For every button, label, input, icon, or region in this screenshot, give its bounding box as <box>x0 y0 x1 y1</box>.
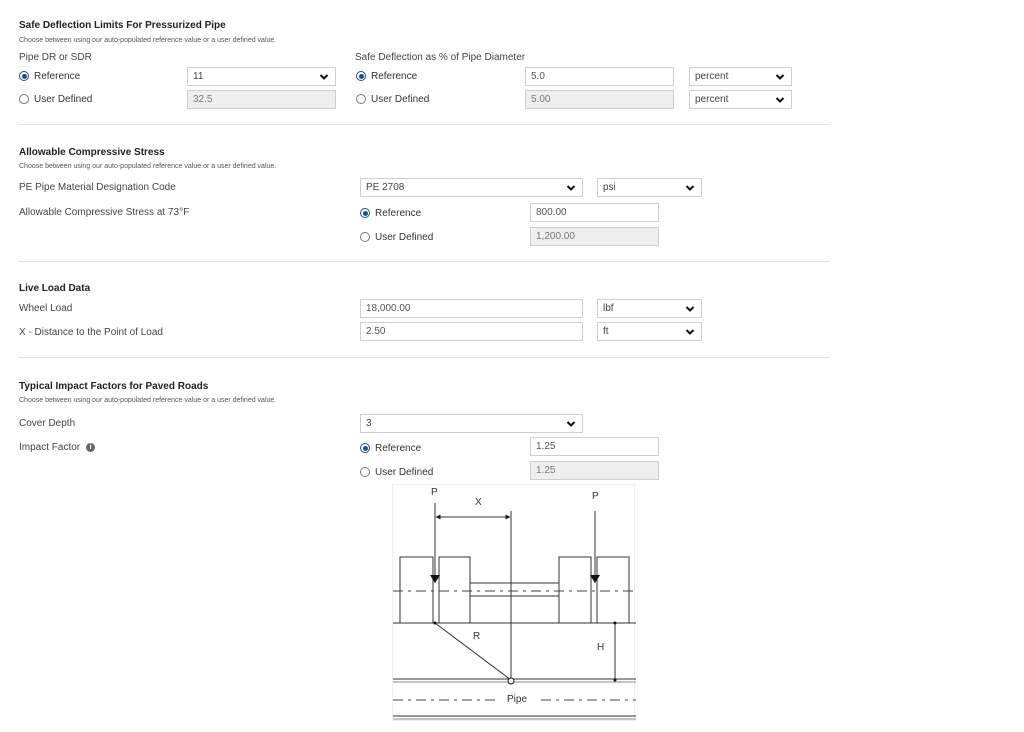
select-value: lbf <box>603 303 614 314</box>
radio-label: User Defined <box>375 231 434 243</box>
material-code-select[interactable] <box>360 178 583 197</box>
select-value: percent <box>695 71 729 82</box>
compressive-reference-radio[interactable] <box>360 206 421 220</box>
safe-deflection-reference-input[interactable]: 5.0 <box>525 67 674 86</box>
select-value: psi <box>603 182 616 193</box>
info-icon[interactable]: i <box>86 443 95 452</box>
wheel-load-unit-select[interactable] <box>597 299 702 318</box>
section-title-impact: Typical Impact Factors for Paved Roads <box>19 381 209 392</box>
impact-user-input[interactable]: 1.25 <box>530 461 659 480</box>
pipe-dr-label: Pipe DR or SDR <box>19 52 92 63</box>
chevron-down-icon <box>685 183 695 193</box>
pipe-dr-user-defined-radio[interactable] <box>19 92 92 106</box>
radio-label: Reference <box>34 70 81 82</box>
safe-deflection-user-input[interactable]: 5.00 <box>525 90 674 109</box>
cover-depth-label: Cover Depth <box>19 418 76 429</box>
wheel-load-label: Wheel Load <box>19 303 73 314</box>
select-value: percent <box>695 94 729 105</box>
safe-deflection-user-defined-radio[interactable] <box>356 92 429 106</box>
pipe-dr-select[interactable] <box>187 67 336 86</box>
select-value: PE 2708 <box>366 182 405 193</box>
material-code-label: PE Pipe Material Designation Code <box>19 182 176 193</box>
radio-label: User Defined <box>371 93 430 105</box>
wheel-load-input[interactable]: 18,000.00 <box>360 299 583 318</box>
radio-unchecked-icon <box>360 467 370 477</box>
pipe-dr-user-input[interactable]: 32.5 <box>187 90 336 109</box>
chevron-down-icon <box>685 327 695 337</box>
distance-label: X - Distance to the Point of Load <box>19 327 163 338</box>
radio-checked-icon <box>19 71 29 81</box>
chevron-down-icon <box>775 95 785 105</box>
chevron-down-icon <box>775 72 785 82</box>
impact-factor-label-row <box>19 442 95 453</box>
section-divider <box>18 357 830 358</box>
radio-label: Reference <box>375 207 422 219</box>
radio-label: User Defined <box>375 466 434 478</box>
safe-deflection-reference-unit-select[interactable] <box>689 67 792 86</box>
cover-depth-select[interactable] <box>360 414 583 433</box>
section-subtitle-deflection: Choose between using our auto-populated reference value or a user defined value. <box>19 37 277 44</box>
chevron-down-icon <box>566 183 576 193</box>
pipe-dr-reference-radio[interactable] <box>19 69 80 83</box>
distance-input[interactable]: 2.50 <box>360 322 583 341</box>
select-value: 11 <box>193 71 204 82</box>
diagram-label-r: R <box>473 631 481 642</box>
impact-factor-label: Impact Factor <box>19 442 81 453</box>
impact-reference-radio[interactable] <box>360 441 421 455</box>
wheel-load-diagram <box>392 484 635 721</box>
safe-deflection-label: Safe Deflection as % of Pipe Diameter <box>355 52 526 63</box>
section-title-live-load: Live Load Data <box>19 283 91 294</box>
safe-deflection-reference-radio[interactable] <box>356 69 417 83</box>
select-value: ft <box>603 326 609 337</box>
radio-unchecked-icon <box>356 94 366 104</box>
chevron-down-icon <box>566 419 576 429</box>
compressive-user-input[interactable]: 1,200.00 <box>530 227 659 246</box>
radio-checked-icon <box>360 208 370 218</box>
diagram-figure <box>393 485 636 722</box>
impact-reference-input[interactable]: 1.25 <box>530 437 659 456</box>
radio-label: User Defined <box>34 93 93 105</box>
section-divider <box>18 124 830 125</box>
section-divider <box>18 261 830 262</box>
diagram-label-p-right: P <box>592 491 599 502</box>
distance-unit-select[interactable] <box>597 322 702 341</box>
chevron-down-icon <box>685 304 695 314</box>
diagram-label-h: H <box>597 642 605 653</box>
radio-checked-icon <box>356 71 366 81</box>
radio-label: Reference <box>375 442 422 454</box>
diagram-label-x: X <box>475 497 482 508</box>
compressive-reference-input[interactable]: 800.00 <box>530 203 659 222</box>
radio-unchecked-icon <box>360 232 370 242</box>
section-subtitle-impact: Choose between using our auto-populated reference value or a user defined value. <box>19 397 277 404</box>
chevron-down-icon <box>319 72 329 82</box>
select-value: 3 <box>366 418 372 429</box>
compressive-stress-label: Allowable Compressive Stress at 73°F <box>19 207 190 218</box>
radio-label: Reference <box>371 70 418 82</box>
diagram-label-p-left: P <box>431 487 438 498</box>
diagram-label-pipe: Pipe <box>507 694 528 705</box>
radio-checked-icon <box>360 443 370 453</box>
section-title-deflection: Safe Deflection Limits For Pressurized Pipe <box>19 20 226 31</box>
section-subtitle-compressive: Choose between using our auto-populated reference value or a user defined value. <box>19 163 277 170</box>
radio-unchecked-icon <box>19 94 29 104</box>
compressive-user-defined-radio[interactable] <box>360 230 433 244</box>
impact-user-defined-radio[interactable] <box>360 465 433 479</box>
section-title-compressive: Allowable Compressive Stress <box>19 147 165 158</box>
stress-unit-select[interactable] <box>597 178 702 197</box>
safe-deflection-user-unit-select[interactable] <box>689 90 792 109</box>
